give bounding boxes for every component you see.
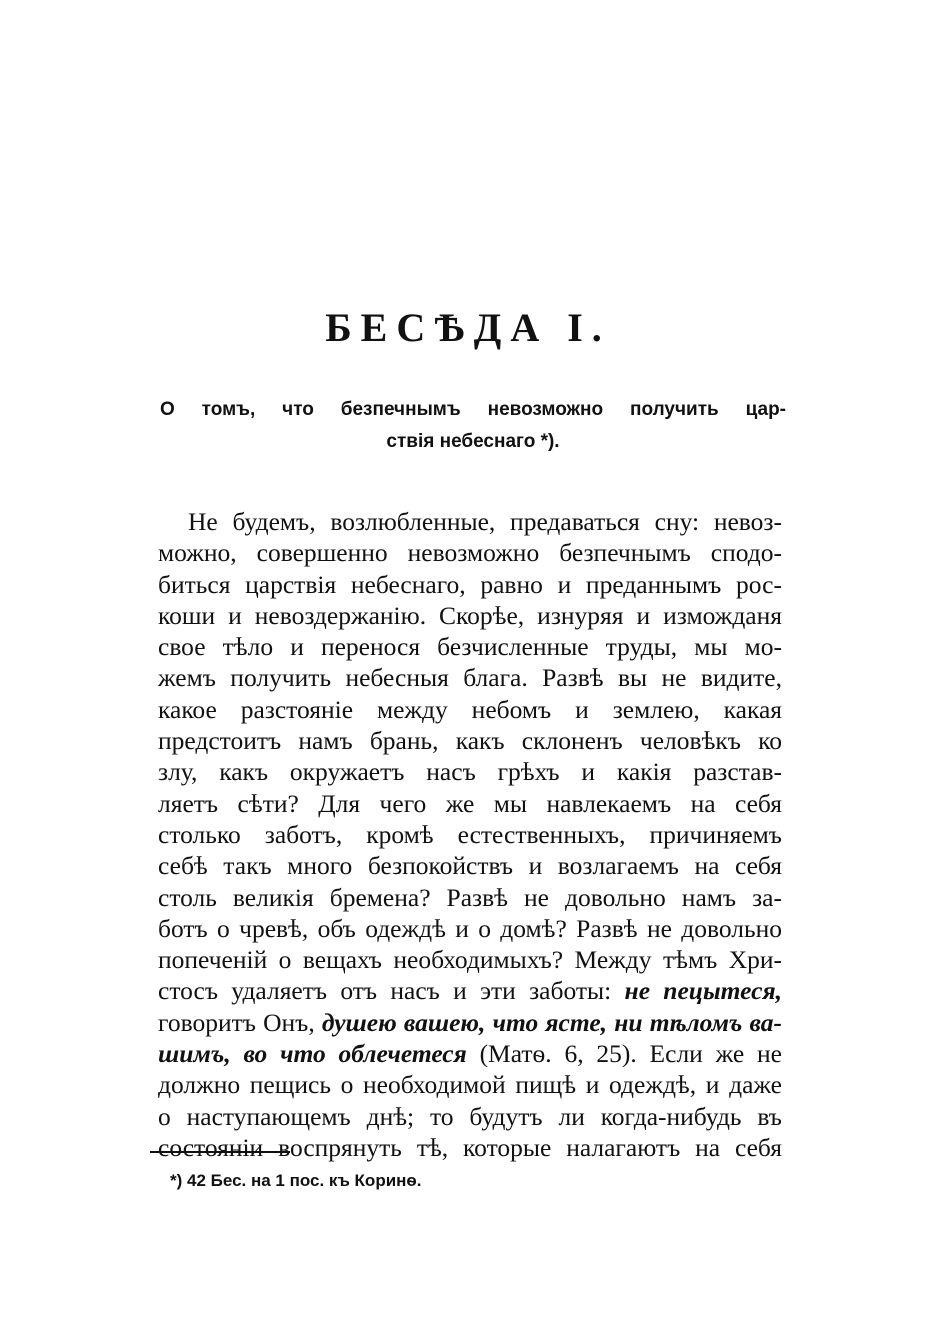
body-line [158, 819, 782, 850]
text-segment: говоритъ Онъ, [158, 1007, 322, 1037]
body-line [158, 975, 782, 1006]
subtitle-line: ствія небеснаго *). [386, 431, 560, 452]
body-line [158, 631, 782, 662]
body-line [158, 694, 782, 725]
text-segment: предстоитъ намъ брань, какъ склоненъ человѣкъ ко [158, 726, 782, 756]
footnote-divider [150, 1151, 290, 1153]
text-segment: ляетъ сѣти? Для чего же мы навлекаемъ на себя [158, 788, 782, 818]
text-segment: ботъ о чревѣ, объ одеждѣ и о домѣ? Развѣ не довольно [158, 913, 782, 943]
body-line [158, 1132, 782, 1163]
text-segment: стосъ удаляетъ отъ насъ и эти заботы: [158, 976, 625, 1006]
footnote: *) 42 Бес. на 1 пос. къ Коринѳ. [170, 1171, 422, 1190]
text-segment: свое тѣло и перенося безчисленные труды, мы мо- [158, 632, 782, 662]
text-segment: о наступающемъ днѣ; то будутъ ли когда-нибудь въ [158, 1101, 782, 1131]
body-line [158, 882, 782, 913]
scripture-quote: шимъ, во что облечетеся [158, 1039, 467, 1069]
body-line [158, 569, 782, 600]
subtitle-line: О томъ, что безпечнымъ невозможно получить цар- [160, 399, 786, 420]
scripture-quote: душею вашею, что ясте, ни тѣломъ ва- [321, 1007, 782, 1037]
text-segment: жемъ получить небесныя блага. Развѣ вы не видите, [158, 663, 782, 693]
text-segment: коши и невоздержанію. Скорѣе, изнуряя и изможданя [158, 600, 782, 630]
text-segment: злу, какъ окружаетъ насъ грѣхъ и какія разстав- [158, 757, 782, 787]
body-line [158, 506, 782, 537]
text-segment: состояніи воспрянуть тѣ, которые налагаютъ на себя [158, 1132, 782, 1162]
text-segment: биться царствія небеснаго, равно и преданнымъ рос- [158, 569, 782, 599]
body-line [158, 1007, 782, 1038]
body-line [158, 1069, 782, 1100]
body-line [158, 913, 782, 944]
chapter-subtitle [160, 394, 786, 458]
body-line [158, 600, 782, 631]
body-line [158, 756, 782, 787]
text-segment: (Матѳ. 6, 25). Если же не [466, 1039, 782, 1069]
body-text [158, 506, 782, 1163]
body-line [158, 1038, 782, 1069]
body-line [158, 725, 782, 756]
text-segment: попеченій о вещахъ необходимыхъ? Между тѣмъ Хри- [158, 945, 782, 975]
text-segment: столько заботъ, кромѣ естественныхъ, причиняемъ [158, 819, 782, 849]
body-line [158, 662, 782, 693]
body-line [158, 944, 782, 975]
body-line [158, 850, 782, 881]
text-segment: какое разстояніе между небомъ и землею, какая [158, 694, 782, 724]
body-line [158, 1101, 782, 1132]
text-segment: столь великія бремена? Развѣ не довольно намъ за- [158, 882, 782, 912]
text-segment: можно, совершенно невозможно безпечнымъ сподо- [158, 538, 782, 568]
text-segment: себѣ такъ много безпокойствъ и возлагаемъ на себя [158, 851, 782, 881]
scripture-quote: не пецытеся, [624, 976, 782, 1006]
text-segment: должно пещись о необходимой пищѣ и одеждѣ, и даже [158, 1070, 782, 1100]
body-line [158, 788, 782, 819]
body-line [158, 537, 782, 568]
page-title: БЕСѢДА І. [325, 305, 611, 350]
text-segment: Не будемъ, возлюбленные, предаваться сну: невоз- [188, 507, 782, 536]
